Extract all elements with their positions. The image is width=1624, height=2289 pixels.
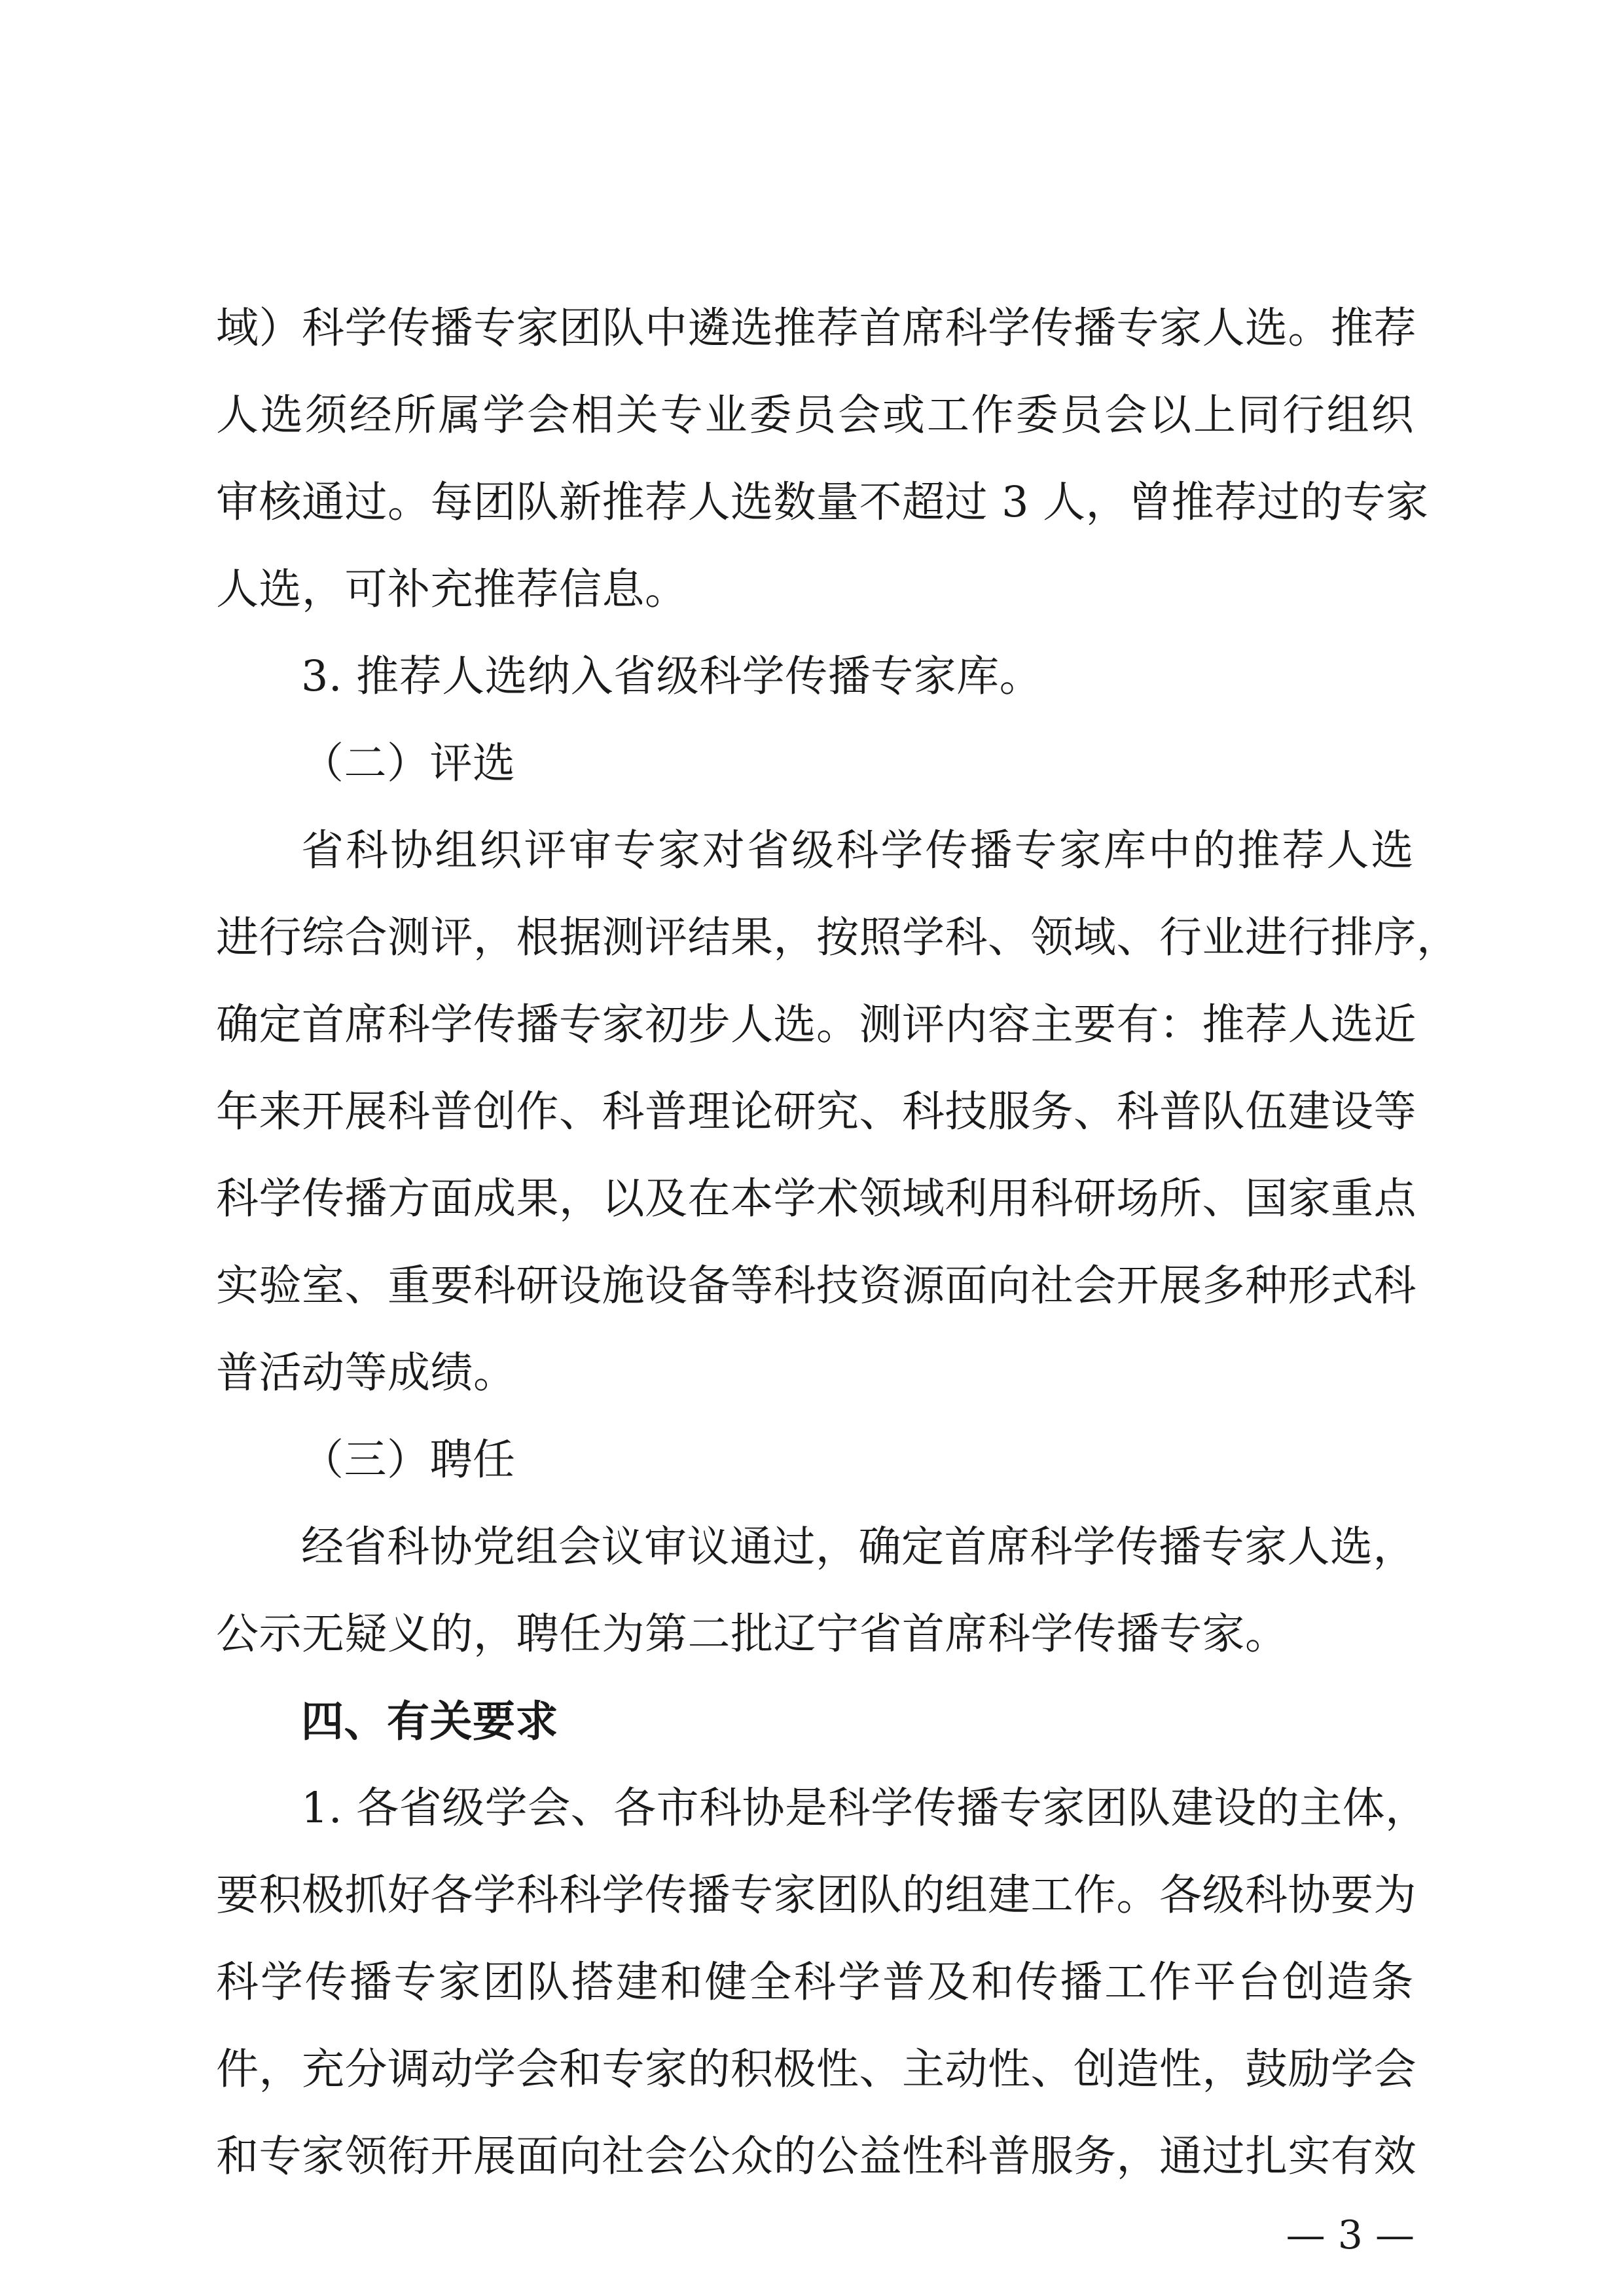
body-text-line: 域）科学传播专家团队中遴选推荐首席科学传播专家人选。推荐 — [216, 304, 1417, 353]
section-heading: （二）评选 — [301, 739, 516, 788]
body-text-line: 公示无疑义的，聘任为第二批辽宁省首席科学传播专家。 — [216, 1610, 1288, 1659]
body-text-line: 经省科协党组会议审议通过，确定首席科学传播专家人选， — [301, 1523, 1416, 1572]
page-number: — 3 — — [1286, 2212, 1415, 2258]
body-text-line: 审核通过。每团队新推荐人选数量不超过 3 人，曾推荐过的专家 — [216, 478, 1429, 527]
chapter-heading: 四、有关要求 — [301, 1697, 559, 1746]
body-text-line: 和专家领衔开展面向社会公众的公益性科普服务，通过扎实有效 — [216, 2132, 1417, 2181]
body-text-line: 件，充分调动学会和专家的积极性、主动性、创造性，鼓励学会 — [216, 2045, 1417, 2094]
body-text-line: 实验室、重要科研设施设备等科技资源面向社会开展多种形式科 — [216, 1261, 1417, 1310]
body-text-line: 科学传播方面成果，以及在本学术领域利用科研场所、国家重点 — [216, 1174, 1417, 1223]
body-text-line: 要积极抓好各学科科学传播专家团队的组建工作。各级科协要为 — [216, 1871, 1417, 1920]
body-text-line: 科学传播专家团队搭建和健全科学普及和传播工作平台创造条 — [216, 1958, 1414, 2007]
body-text-line: 年来开展科普创作、科普理论研究、科技服务、科普队伍建设等 — [216, 1087, 1417, 1136]
body-text-line: 进行综合测评，根据测评结果，按照学科、领域、行业进行排序， — [216, 913, 1460, 962]
body-text-line: 人选，可补充推荐信息。 — [216, 565, 688, 614]
body-text-line: 确定首席科学传播专家初步人选。测评内容主要有：推荐人选近 — [216, 1000, 1417, 1049]
list-item: 1. 各省级学会、各市科协是科学传播专家团队建设的主体， — [301, 1784, 1428, 1833]
body-text-line: 普活动等成绩。 — [216, 1348, 516, 1397]
body-text-line: 人选须经所属学会相关专业委员会或工作委员会以上同行组织 — [216, 391, 1414, 440]
body-text-line: 省科协组织评审专家对省级科学传播专家库中的推荐人选 — [301, 826, 1414, 875]
section-heading: （三）聘任 — [301, 1435, 516, 1485]
list-item: 3. 推荐人选纳入省级科学传播专家库。 — [301, 652, 1043, 701]
